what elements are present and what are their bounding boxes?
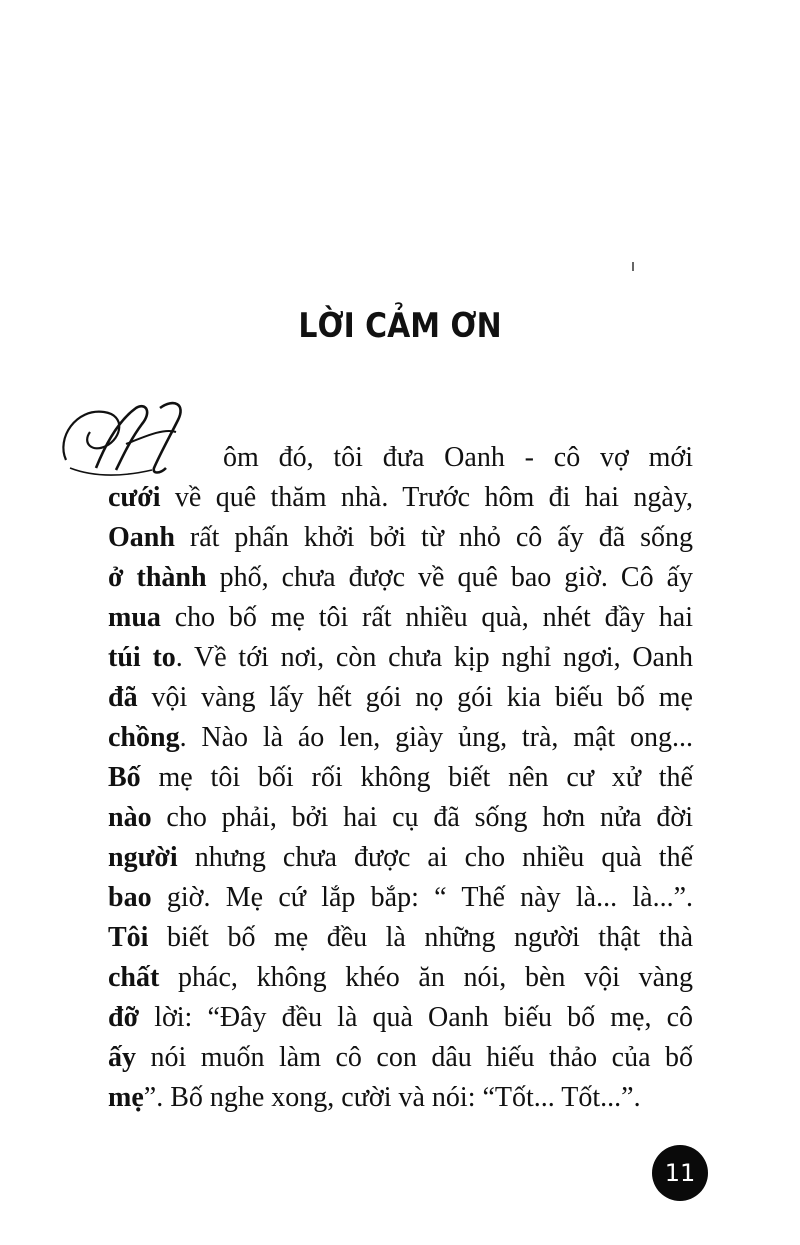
text-line bbox=[108, 798, 693, 838]
line-rest: vội vàng lấy hết gói nọ gói kia biếu bố mẹ bbox=[137, 682, 693, 713]
line-lead: túi to bbox=[108, 642, 176, 673]
line-rest: giờ. Mẹ cứ lắp bắp: “ Thế này là... là...”. bbox=[151, 882, 693, 913]
line-lead: bao bbox=[108, 882, 152, 913]
text-line bbox=[108, 478, 693, 518]
line-rest: rất phấn khởi bởi từ nhỏ cô ấy đã sống bbox=[174, 522, 693, 553]
text-line bbox=[108, 558, 693, 598]
text-line bbox=[108, 1078, 693, 1118]
text-line bbox=[108, 518, 693, 558]
text-line bbox=[108, 758, 693, 798]
text-line bbox=[108, 918, 693, 958]
line-rest: về quê thăm nhà. Trước hôm đi hai ngày, bbox=[160, 482, 693, 513]
text-line bbox=[108, 598, 693, 638]
line-rest: phố, chưa được về quê bao giờ. Cô ấy bbox=[206, 562, 694, 593]
page-number-badge bbox=[652, 1145, 708, 1201]
line-lead: đã bbox=[108, 682, 138, 713]
line-rest: biết bố mẹ đều là những người thật thà bbox=[148, 922, 693, 953]
scan-mark bbox=[632, 262, 634, 271]
line-rest: cho phải, bởi hai cụ đã sống hơn nửa đời bbox=[151, 802, 693, 833]
line-lead: người bbox=[108, 842, 178, 873]
text-line bbox=[108, 958, 693, 998]
line-lead: Bố bbox=[108, 762, 141, 793]
chapter-title: LỜI CẢM ƠN bbox=[298, 306, 502, 346]
line-lead: Tôi bbox=[108, 922, 149, 953]
text-line bbox=[108, 638, 693, 678]
line-lead: mua bbox=[108, 602, 161, 633]
line-rest: . Về tới nơi, còn chưa kịp nghỉ ngơi, Oanh bbox=[175, 642, 693, 673]
line-rest: cho bố mẹ tôi rất nhiều quà, nhét đầy hai bbox=[160, 602, 693, 633]
line-rest: mẹ tôi bối rối không biết nên cư xử thế bbox=[140, 762, 693, 793]
line-lead: đỡ bbox=[108, 1002, 140, 1033]
text-line bbox=[108, 1038, 693, 1078]
text-line bbox=[108, 678, 693, 718]
line-lead: ở thành bbox=[108, 562, 207, 593]
text-line bbox=[108, 718, 693, 758]
text-line bbox=[108, 408, 693, 478]
line-rest: ôm đó, tôi đưa Oanh - cô vợ mới bbox=[223, 442, 693, 473]
body-paragraph bbox=[108, 408, 693, 1118]
line-rest: lời: “Đây đều là quà Oanh biếu bố mẹ, cô bbox=[139, 1002, 693, 1033]
line-lead: nào bbox=[108, 802, 152, 833]
text-line bbox=[108, 878, 693, 918]
line-lead: chất bbox=[108, 962, 160, 993]
text-line bbox=[108, 998, 693, 1038]
line-lead: mẹ bbox=[108, 1082, 144, 1113]
text-line bbox=[108, 838, 693, 878]
line-rest: nhưng chưa được ai cho nhiều quà thế bbox=[177, 842, 693, 873]
line-rest: . Nào là áo len, giày ủng, trà, mật ong... bbox=[179, 722, 693, 753]
line-lead: cưới bbox=[108, 482, 161, 513]
page-number: 11 bbox=[664, 1159, 696, 1187]
line-rest: ”. Bố nghe xong, cười và nói: “Tốt... Tốt...”. bbox=[143, 1082, 641, 1113]
line-lead: chồng bbox=[108, 722, 180, 753]
line-lead: ấy bbox=[108, 1042, 136, 1073]
line-rest: nói muốn làm cô con dâu hiếu thảo của bố bbox=[136, 1042, 693, 1073]
line-rest: phác, không khéo ăn nói, bèn vội vàng bbox=[159, 962, 693, 993]
line-lead: Oanh bbox=[108, 522, 175, 553]
